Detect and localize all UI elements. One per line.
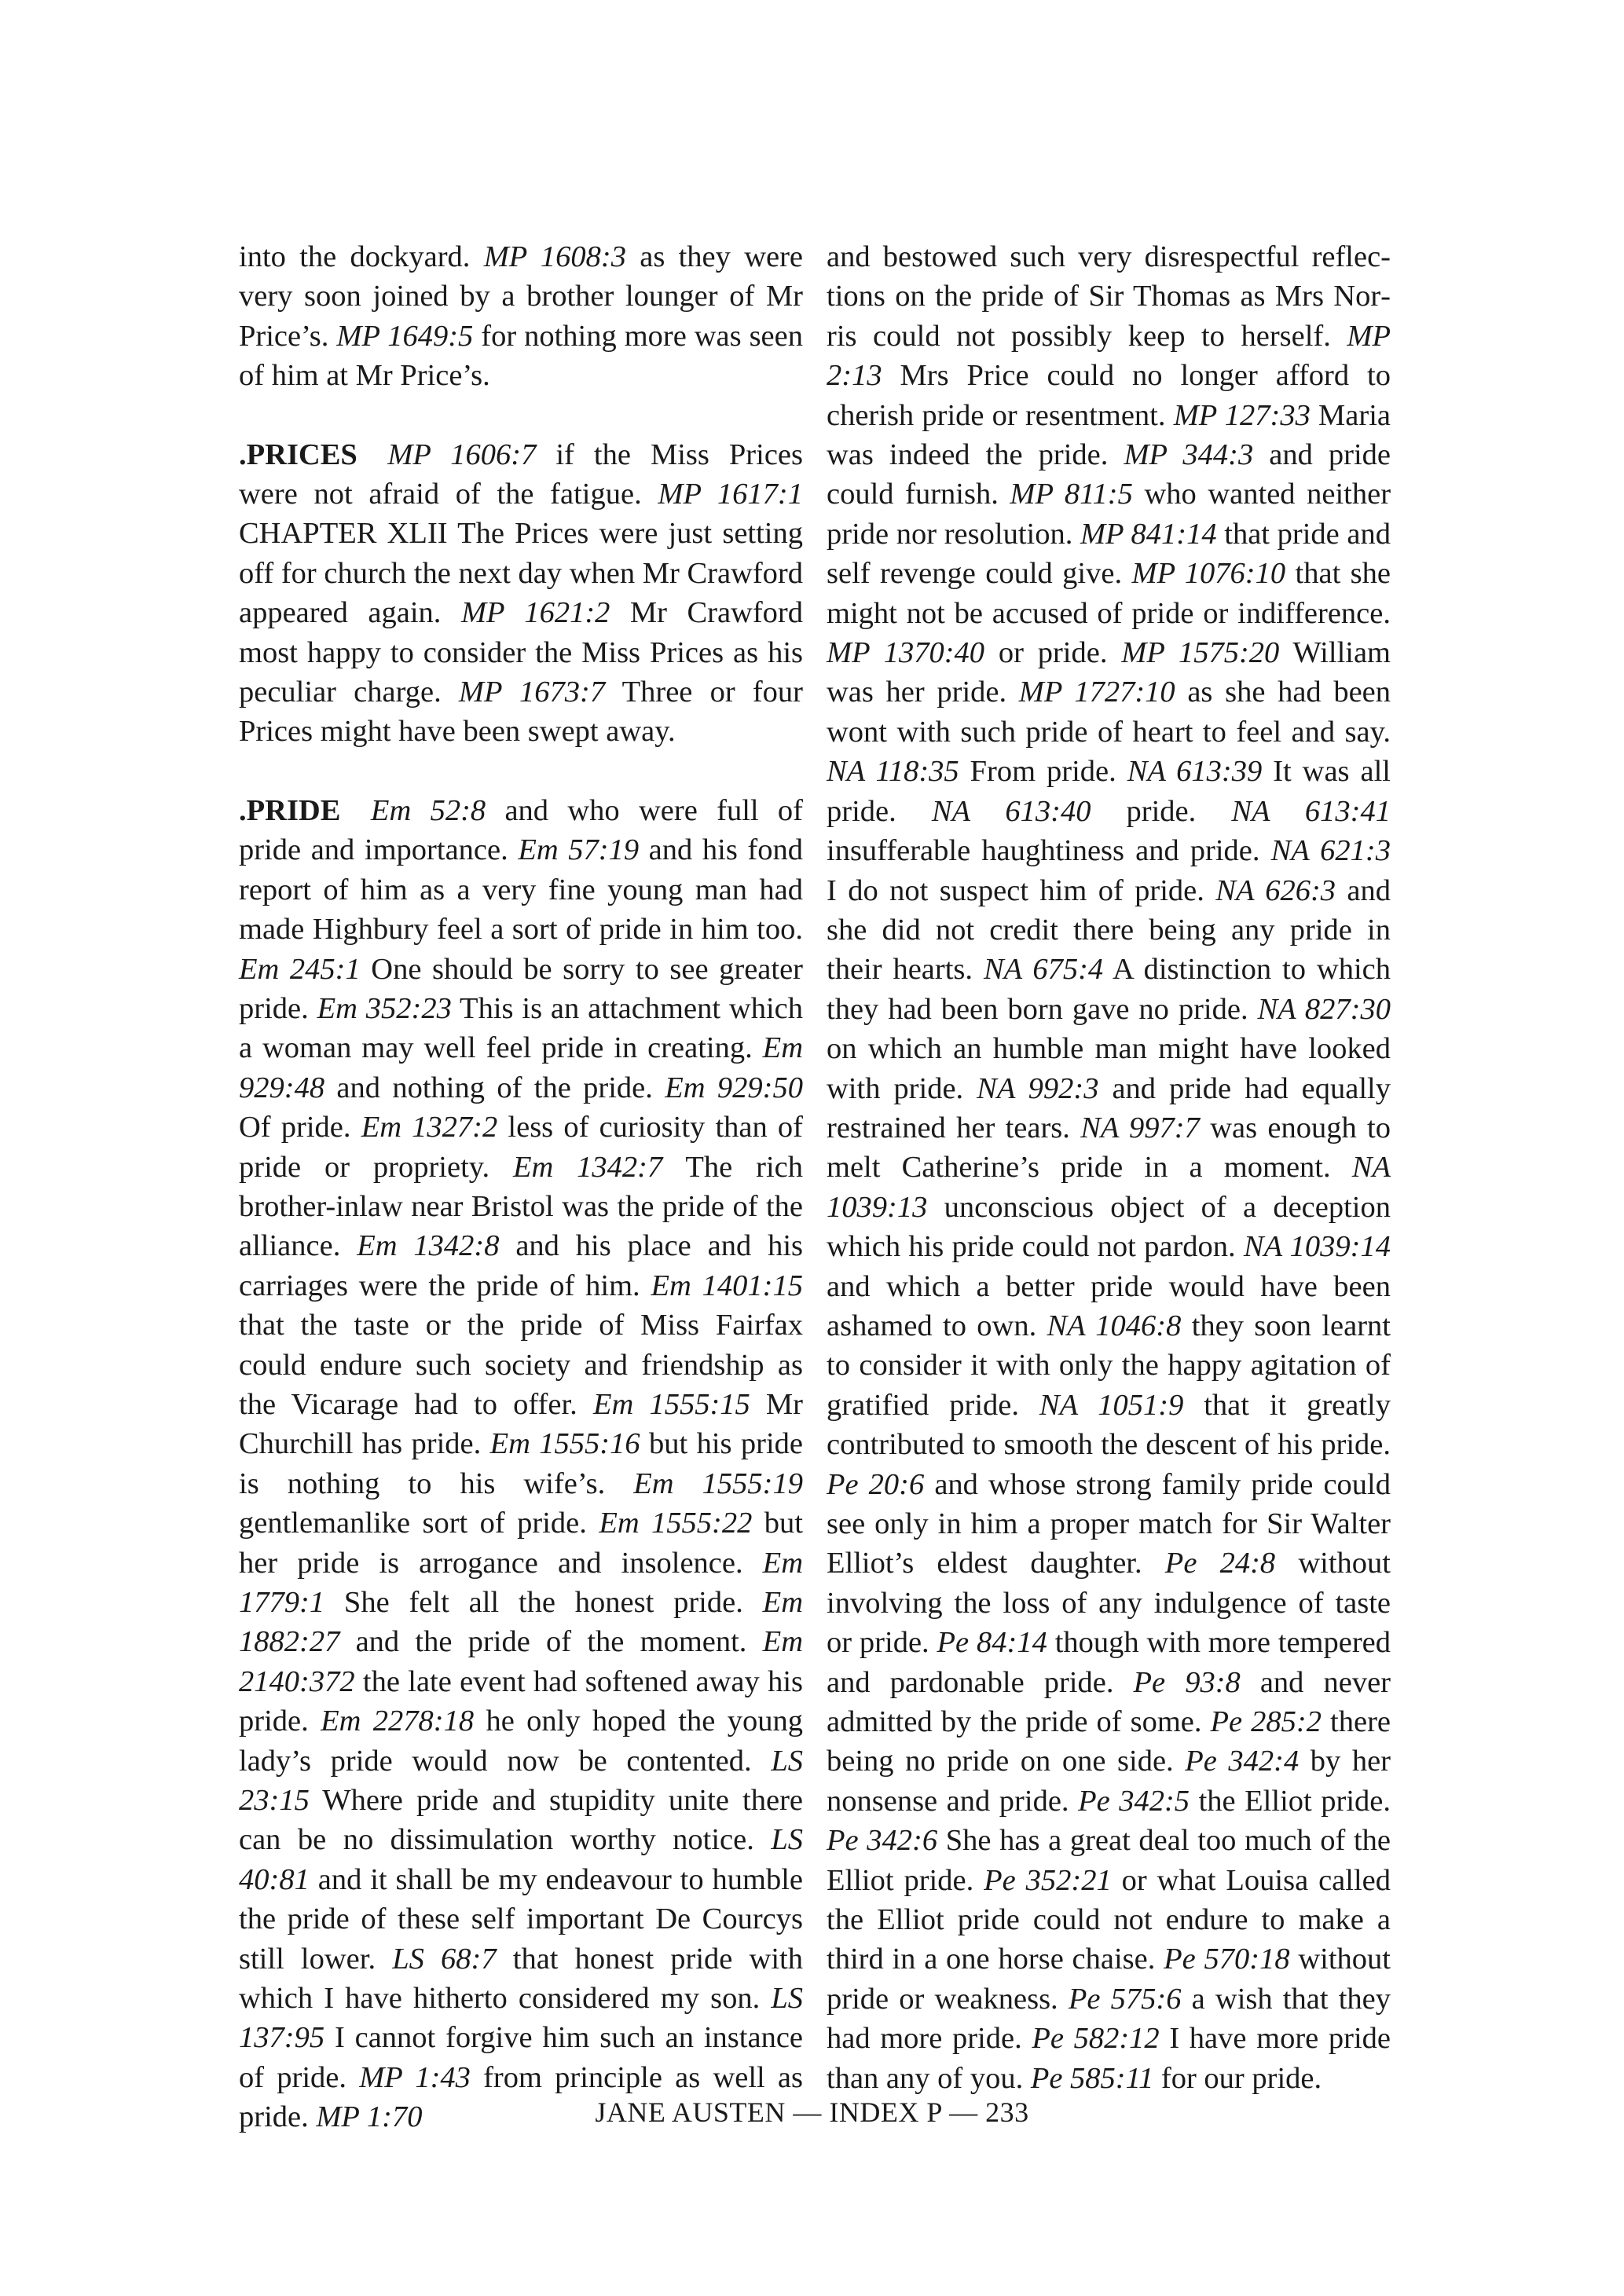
- page-footer: JANE AUSTEN — INDEX P — 233: [595, 2096, 1029, 2128]
- citation-ref: Pe 342:6: [827, 1824, 938, 1858]
- citation-ref: NA 118:35: [827, 755, 959, 789]
- quotation-text: without pride or weakness.: [827, 1943, 1391, 2016]
- citation-ref: LS 137:95: [239, 1982, 803, 2055]
- quotation-text: but his pride is nothing to his wife’s.: [239, 1427, 803, 1500]
- citation-ref: MP 1076:10: [1131, 557, 1286, 591]
- citation-ref: Em 1401:15: [651, 1269, 803, 1302]
- quotation-text: It was all pride.: [827, 755, 1391, 828]
- quotation-text: gentlemanlike sort of pride.: [239, 1507, 599, 1540]
- entry-headword: .PRIDE: [239, 793, 341, 827]
- citation-ref: Pe 285:2: [1210, 1705, 1322, 1739]
- index-entry: [239, 435, 803, 752]
- citation-ref: NA 675:4: [983, 953, 1104, 987]
- quotation-text: Where pride and stupidity unite there can be no dissimulation worthy notice.: [239, 1784, 803, 1857]
- quotation-text: who wanted neither pride nor resolution.: [827, 478, 1391, 551]
- quotation-text: into the dockyard.: [239, 240, 484, 273]
- quotation-text: that she might not be accused of pride or indifference.: [827, 557, 1391, 630]
- quotation-text: and which a better pride would have been ashamed to own.: [827, 1269, 1391, 1342]
- citation-ref: Em 1555:22: [599, 1507, 753, 1540]
- citation-ref: NA 613:40: [931, 794, 1091, 828]
- citation-ref: Pe 342:5: [1078, 1784, 1190, 1818]
- quotation-text: by her nonsense and pride.: [827, 1745, 1391, 1818]
- quotation-text: without involving the loss of any indulgence of taste or pride.: [827, 1547, 1391, 1660]
- quotation-text: Maria was indeed the pride.: [827, 398, 1391, 472]
- quotation-text: or what Louisa called the Elliot pride could not endure to make a third in a one horse chaise.: [827, 1863, 1391, 1976]
- quotation-text: that pride and self revenge could give.: [827, 517, 1391, 591]
- citation-ref: MP 127:33: [1173, 398, 1311, 432]
- quotation-text: and whose strong family pride could see only in him a proper match for Sir Walter Elliot’s eldest daughter.: [827, 1467, 1391, 1580]
- quotation-text: a wish that they had more pride.: [827, 1982, 1391, 2056]
- quotation-text: Mr Churchill has pride.: [239, 1387, 803, 1461]
- quotation-text: Of pride.: [239, 1111, 361, 1144]
- citation-ref: Pe 585:11: [1030, 2061, 1154, 2095]
- citation-ref: Em 1555:16: [489, 1427, 640, 1461]
- quotation-text: William was her pride.: [827, 636, 1391, 709]
- citation-ref: Em 2278:18: [321, 1705, 475, 1738]
- quotation-text: the late event had softened away his pride.: [239, 1664, 803, 1738]
- citation-ref: Em 1327:2: [361, 1111, 498, 1144]
- citation-ref: NA 997:7: [1080, 1111, 1200, 1144]
- citation-ref: MP 1673:7: [458, 676, 606, 709]
- quotation-text: I cannot forgive him such an instance of pride.: [239, 2021, 803, 2094]
- quotation-text: Three or four Prices might have been swept away.: [239, 676, 804, 749]
- citation-ref: Pe 570:18: [1164, 1943, 1290, 1976]
- quotation-text: One should be sorry to see greater pride.: [239, 952, 803, 1025]
- quotation-text: and pride had equally restrained her tears.: [827, 1071, 1391, 1144]
- citation-ref: LS 40:81: [239, 1823, 803, 1896]
- quotation-text: and his place and his carriages were the pride of him.: [239, 1229, 803, 1302]
- citation-ref: NA 1039:13: [827, 1151, 1391, 1224]
- quotation-text: as they were very soon joined by a brother lounger of Mr Price’s.: [239, 240, 803, 353]
- citation-ref: MP 1:70: [316, 2100, 423, 2134]
- citation-ref: Em 1342:8: [357, 1229, 500, 1263]
- quotation-text: though with more tempered and pardonable pride.: [827, 1626, 1391, 1699]
- citation-ref: Pe 24:8: [1164, 1547, 1276, 1580]
- left-column: [239, 237, 803, 2137]
- citation-ref: LS 23:15: [239, 1744, 803, 1818]
- quotation-text: She felt all the honest pride.: [324, 1586, 763, 1619]
- quotation-text: This is an attachment which a woman may well feel pride in creating.: [239, 991, 803, 1065]
- quotation-text: was enough to melt Catherine’s pride in a moment.: [827, 1111, 1391, 1185]
- quotation-text: on which an humble man might have looked with pride.: [827, 1032, 1391, 1105]
- citation-ref: MP 841:14: [1080, 517, 1217, 551]
- quotation-text: and his fond report of him as a very fine young man had made Highbury feel a sort of pride in him too.: [239, 833, 803, 947]
- quotation-text: Mr Crawford most happy to consider the Miss Prices as his peculiar charge.: [239, 596, 803, 709]
- citation-ref: MP 1617:1: [658, 478, 804, 511]
- entry-continuation: [239, 237, 803, 396]
- quotation-text: and bestowed such very disrespectful reflections on the pride of Sir Thomas as Mrs Norris could not possibly keep to herself.: [827, 240, 1391, 353]
- citation-ref: MP 1649:5: [336, 319, 474, 353]
- quotation-text: pride.: [1091, 794, 1232, 828]
- citation-ref: NA 626:3: [1215, 873, 1336, 907]
- quotation-text: unconscious object of a deception which his pride could not pardon.: [827, 1190, 1391, 1264]
- citation-ref: MP 1621:2: [460, 596, 610, 630]
- citation-ref: Em 929:50: [665, 1071, 803, 1104]
- quotation-text: there being no pride on one side.: [827, 1705, 1391, 1778]
- citation-ref: Pe 582:12: [1032, 2022, 1160, 2056]
- quotation-text: for our pride.: [1153, 2061, 1322, 2095]
- quotation-text: CHAPTER XLII The Prices were just setting off for church the next day when Mr Crawford appeared again.: [239, 517, 803, 630]
- quotation-text: I have more pride than any of you.: [827, 2022, 1391, 2095]
- quotation-text: as she had been wont with such pride of heart to feel and say.: [827, 676, 1391, 749]
- quotation-text: insufferable haughtiness and pride.: [827, 834, 1271, 868]
- quotation-text: and the pride of the moment.: [339, 1625, 763, 1659]
- quotation-text: less of curiosity than of pride or propriety.: [239, 1111, 803, 1184]
- citation-ref: Pe 342:4: [1185, 1745, 1300, 1778]
- quotation-text: if the Miss Prices were not afraid of the fatigue.: [239, 438, 803, 511]
- citation-ref: NA 1039:14: [1243, 1230, 1391, 1264]
- citation-ref: Em 2140:372: [239, 1625, 803, 1698]
- quotation-text: and it shall be my endeavour to humble the pride of these self important De Courcys still lower.: [239, 1862, 803, 1976]
- citation-ref: MP 344:3: [1124, 438, 1254, 472]
- quotation-text: that honest pride with which I have hitherto considered my son.: [239, 1942, 803, 2016]
- quotation-text: and who were full of pride and importance.: [239, 793, 803, 867]
- citation-ref: NA 1051:9: [1039, 1388, 1184, 1422]
- citation-ref: Pe 575:6: [1068, 1982, 1182, 2016]
- citation-ref: NA 613:39: [1127, 755, 1263, 789]
- quotation-text: The rich brother-inlaw near Bristol was the pride of the alliance.: [239, 1150, 803, 1263]
- quotation-text: Mrs Price could no longer afford to cherish pride or resentment.: [827, 359, 1391, 432]
- citation-ref: Em 52:8: [370, 793, 486, 827]
- citation-ref: MP 1727:10: [1018, 676, 1175, 709]
- right-column: [827, 237, 1391, 2098]
- citation-ref: Em 1882:27: [239, 1586, 803, 1659]
- citation-ref: MP 811:5: [1010, 478, 1133, 511]
- quotation-text: and never admitted by the pride of some.: [827, 1665, 1391, 1739]
- quotation-text: or pride.: [984, 636, 1122, 670]
- quotation-text: and nothing of the pride.: [324, 1071, 665, 1104]
- quotation-text: that the taste or the pride of Miss Fairfax could endure such society and friendship as the Vicarage had to offer.: [239, 1309, 803, 1421]
- citation-ref: Pe 352:21: [984, 1863, 1112, 1897]
- quotation-text: from principle as well as pride.: [239, 2060, 803, 2134]
- citation-ref: NA 992:3: [977, 1071, 1099, 1105]
- citation-ref: MP 2:13: [827, 319, 1391, 393]
- citation-ref: Em 352:23: [317, 991, 452, 1025]
- quotation-text: From pride.: [959, 755, 1127, 789]
- citation-ref: Em 1779:1: [239, 1546, 803, 1619]
- quotation-text: they soon learnt to consider it with only the happy agitation of gratified pride.: [827, 1309, 1391, 1422]
- quotation-text: A distinction to which they had been born gave no pride.: [827, 953, 1391, 1026]
- quotation-text: he only hoped the young lady’s pride would now be contented.: [239, 1705, 803, 1778]
- quotation-text: for nothing more was seen of him at Mr Price’s.: [239, 319, 803, 393]
- citation-ref: MP 1608:3: [483, 240, 626, 273]
- quotation-text: and she did not credit there being any pride in their hearts.: [827, 873, 1391, 987]
- citation-ref: Pe 20:6: [827, 1467, 925, 1501]
- citation-ref: Pe 84:14: [937, 1626, 1047, 1660]
- entry-continuation: [827, 237, 1391, 2098]
- entry-headword: .PRICES: [239, 438, 357, 471]
- citation-ref: Em 245:1: [239, 952, 361, 986]
- citation-ref: Em 1342:7: [513, 1150, 663, 1184]
- citation-ref: MP 1606:7: [387, 438, 537, 471]
- citation-ref: Pe 93:8: [1133, 1665, 1241, 1699]
- citation-ref: LS 68:7: [392, 1942, 497, 1976]
- citation-ref: Em 57:19: [518, 833, 640, 867]
- citation-ref: MP 1575:20: [1121, 636, 1280, 670]
- citation-ref: Em 929:48: [239, 1031, 803, 1104]
- quotation-text: She has a great deal too much of the Elliot pride.: [827, 1824, 1391, 1897]
- quotation-text: that it greatly contributed to smooth the descent of his pride.: [827, 1388, 1391, 1462]
- citation-ref: Em 1555:19: [633, 1467, 803, 1500]
- citation-ref: NA 827:30: [1257, 992, 1391, 1026]
- citation-ref: NA 613:41: [1231, 794, 1391, 828]
- citation-ref: NA 621:3: [1270, 834, 1391, 868]
- citation-ref: MP 1:43: [359, 2060, 471, 2094]
- index-entry: [239, 791, 803, 2137]
- quotation-text: I do not suspect him of pride.: [827, 873, 1216, 907]
- quotation-text: the Elliot pride.: [1190, 1784, 1391, 1818]
- citation-ref: NA 1046:8: [1047, 1309, 1182, 1342]
- quotation-text: but her pride is arrogance and insolence.: [239, 1507, 803, 1580]
- citation-ref: MP 1370:40: [827, 636, 985, 670]
- quotation-text: and pride could furnish.: [827, 438, 1391, 511]
- citation-ref: Em 1555:15: [592, 1387, 750, 1421]
